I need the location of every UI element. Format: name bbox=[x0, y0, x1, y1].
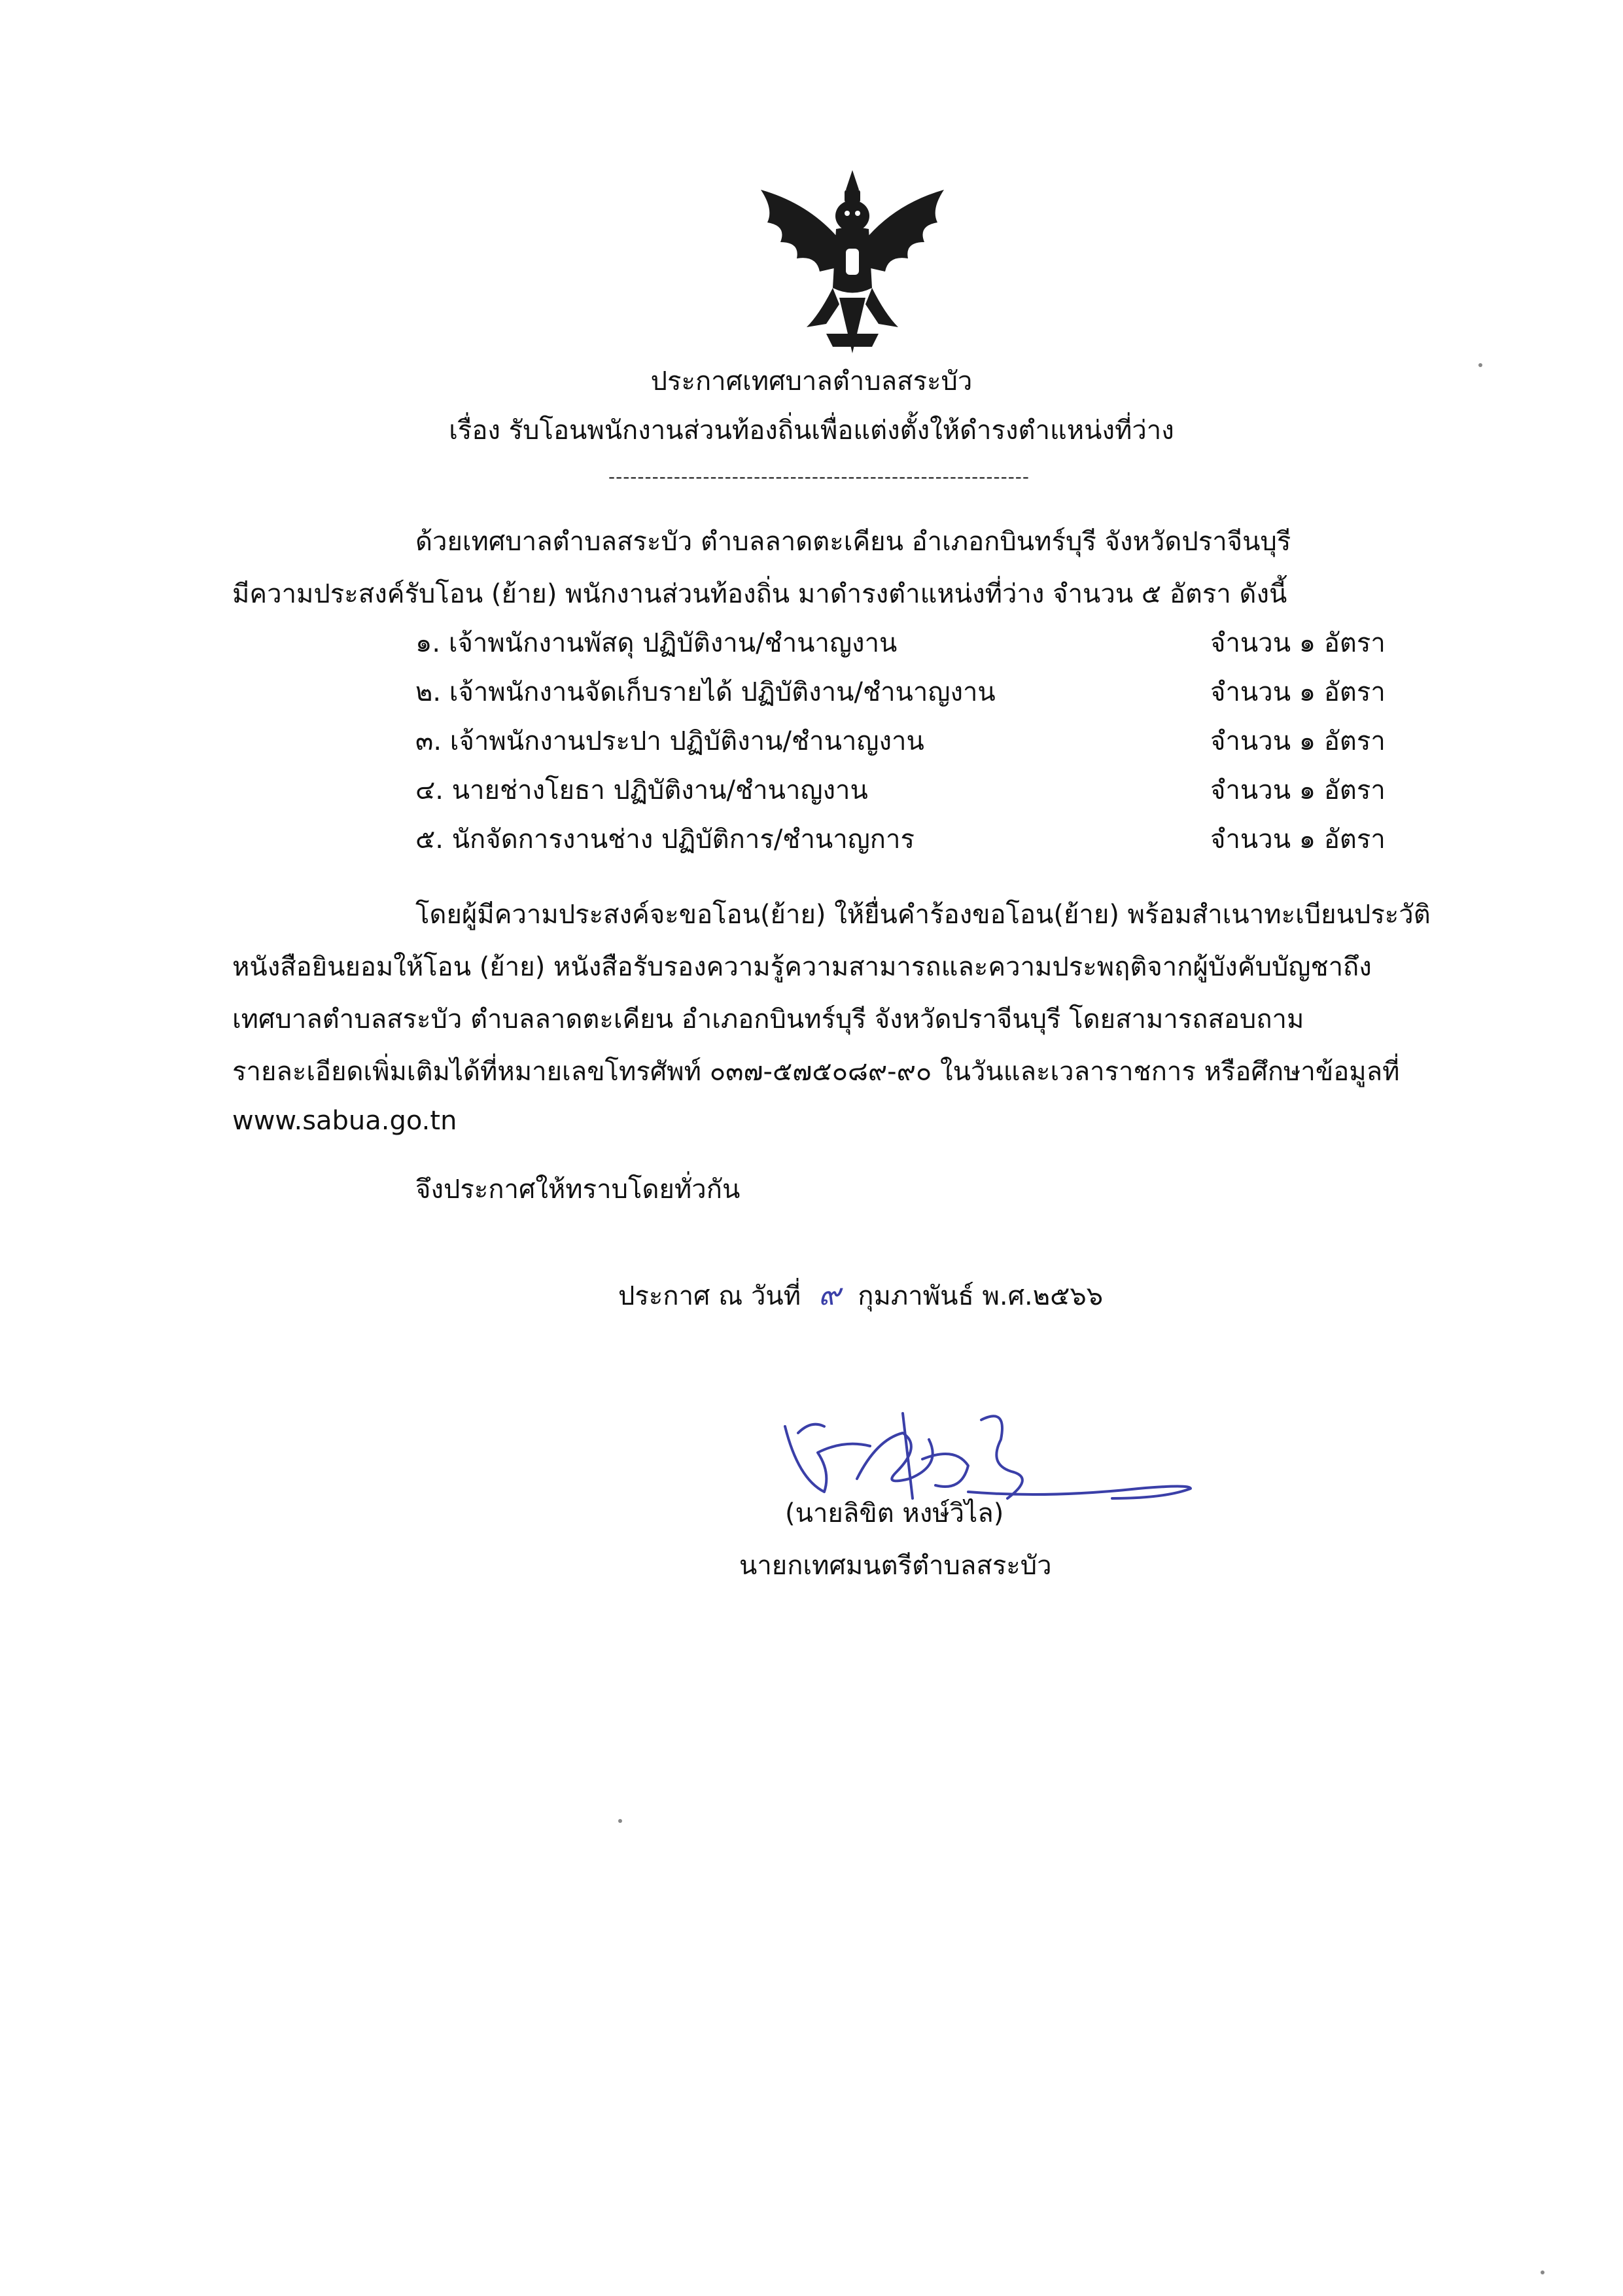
scan-speck bbox=[1478, 363, 1482, 367]
website-link[interactable]: www.sabua.go.tn bbox=[232, 1106, 457, 1136]
position-label: ๔. นายช่างโยธา ปฏิบัติงาน/ชำนาญงาน bbox=[415, 775, 868, 805]
header-separator: ---------------------------------------------------------- bbox=[608, 466, 1030, 487]
position-label: ๑. เจ้าพนักงานพัสดุ ปฏิบัติงาน/ชำนาญงาน bbox=[415, 628, 898, 658]
position-count: จำนวน ๑ อัตรา bbox=[1210, 726, 1386, 756]
position-label: ๕. นักจัดการงานช่าง ปฏิบัติการ/ชำนาญการ bbox=[415, 824, 915, 855]
date-day: ๙ bbox=[818, 1277, 841, 1312]
date-suffix: กุมภาพันธ์ พ.ศ.๒๕๖๖ bbox=[858, 1281, 1104, 1311]
signatory-position: นายกเทศมนตรีตำบลสระบัว bbox=[739, 1551, 1052, 1581]
position-label: ๒. เจ้าพนักงานจัดเก็บรายได้ ปฏิบัติงาน/ชำนาญงาน bbox=[415, 677, 996, 707]
position-count: จำนวน ๑ อัตรา bbox=[1210, 677, 1386, 707]
intro-line-2: มีความประสงค์รับโอน (ย้าย) พนักงานส่วนท้องถิ่น มาดำรงตำแหน่งที่ว่าง จำนวน ๕ อัตรา ดังนี้ bbox=[232, 579, 1287, 609]
position-count: จำนวน ๑ อัตรา bbox=[1210, 775, 1386, 805]
position-count: จำนวน ๑ อัตรา bbox=[1210, 628, 1386, 658]
date-prefix: ประกาศ ณ วันที่ bbox=[618, 1281, 801, 1311]
body-line-1: โดยผู้มีความประสงค์จะขอโอน(ย้าย) ให้ยื่นคำร้องขอโอน(ย้าย) พร้อมสำเนาทะเบียนประวัติ bbox=[415, 900, 1431, 930]
document-subject: เรื่อง รับโอนพนักงานส่วนท้องถิ่นเพื่อแต่งตั้งให้ดำรงตำแหน่งที่ว่าง bbox=[449, 415, 1174, 446]
garuda-emblem-icon bbox=[748, 164, 957, 373]
position-label: ๓. เจ้าพนักงานประปา ปฏิบัติงาน/ชำนาญงาน bbox=[415, 726, 924, 756]
announcement-date bbox=[618, 1276, 1103, 1315]
scan-speck bbox=[1541, 2270, 1544, 2274]
scan-speck bbox=[618, 1819, 622, 1823]
signatory-name: (นายลิขิต หงษ์วิไล) bbox=[785, 1498, 1004, 1528]
position-count: จำนวน ๑ อัตรา bbox=[1210, 824, 1386, 855]
intro-line-1: ด้วยเทศบาลตำบลสระบัว ตำบลลาดตะเคียน อำเภอกบินทร์บุรี จังหวัดปราจีนบุรี bbox=[415, 527, 1291, 557]
body-line-4: รายละเอียดเพิ่มเติมได้ที่หมายเลขโทรศัพท์ ๐๓๗-๕๗๕๐๘๙-๙๐ ในวันและเวลาราชการ หรือศึกษาข้อมูลที่ bbox=[232, 1057, 1400, 1087]
body-line-3: เทศบาลตำบลสระบัว ตำบลลาดตะเคียน อำเภอกบินทร์บุรี จังหวัดปราจีนบุรี โดยสามารถสอบถาม bbox=[232, 1004, 1304, 1034]
closing-statement: จึงประกาศให้ทราบโดยทั่วกัน bbox=[415, 1174, 741, 1205]
body-line-2: หนังสือยินยอมให้โอน (ย้าย) หนังสือรับรองความรู้ความสามารถและความประพฤติจากผู้บังคับบัญชาถึง bbox=[232, 952, 1372, 982]
document-title: ประกาศเทศบาลตำบลสระบัว bbox=[650, 366, 973, 397]
